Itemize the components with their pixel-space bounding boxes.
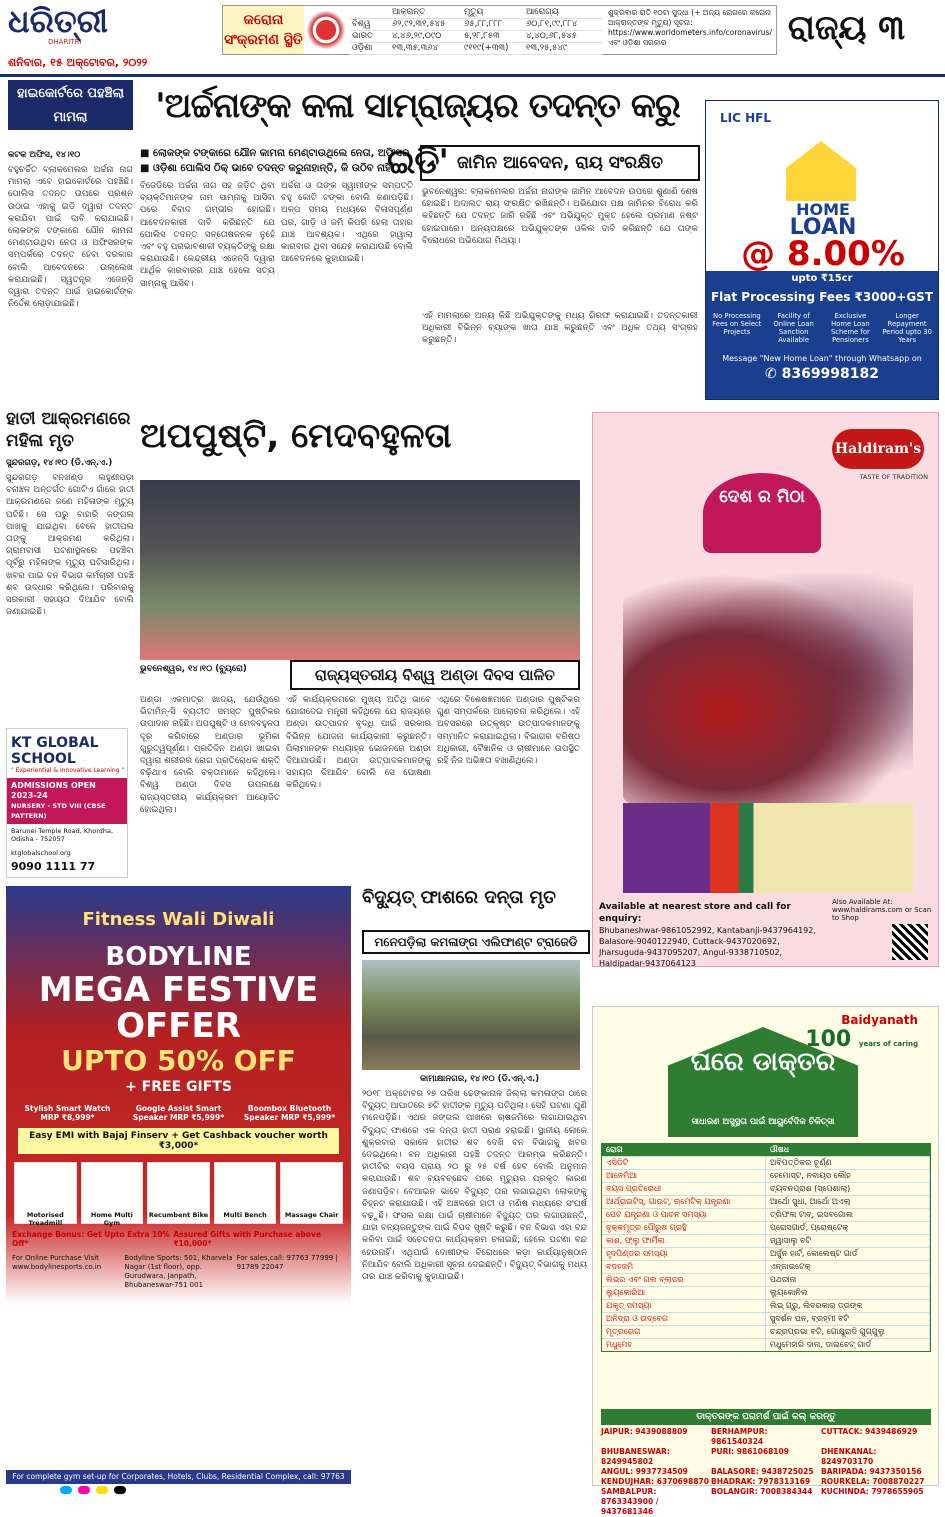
- haldirams-phones: Bhubaneshwar-9861052992, Kantabanji-9437964192, Balasore-9040122940, Cuttack-9437020692, Jharsuguda-9437095207, Angul-9338710502, Haldipadar-9437064123: [599, 926, 816, 968]
- city-phone[interactable]: PURI: 9861068109: [711, 1447, 789, 1456]
- house-icon: [786, 141, 856, 201]
- col-disease: ରୋଗ: [606, 1145, 623, 1154]
- disease-cell: ହୃଦପିଣ୍ଡର ସମସ୍ୟା: [602, 1248, 766, 1260]
- remedy-table-header: [602, 1144, 930, 1156]
- haldirams-tag: TASTE OF TRADITION: [859, 473, 928, 481]
- story3-col2: ଏହି କାର୍ଯ୍ୟକ୍ରମରେ ମୁଖ୍ୟ ଅତିଥି ଭାବେ ଯୋଗଦେଇ ମନ୍ତ୍ରୀ କହିଥିଲେ ଯେ ରାଜ୍ୟରେ ଅଣ୍ଡା ଉତ୍ପାଦନ ବୃଦ୍ଧି ପାଇଁ ସରକାର ବିଭିନ୍ନ ଯୋଜନା କାର୍ଯ୍ୟକାରୀ କରୁଛନ୍ତି। ପିଲାମାନଙ୍କ ମଧ୍ୟାହ୍ନ ଭୋଜନରେ ଅଣ୍ଡା ଦିଆଯାଉଛି। ଅଣ୍ଡା ଉତ୍ପାଦକମାନଙ୍କୁ ସହାୟତା ଦିଆଯିବ ବୋଲି ସେ ଘୋଷଣା କରିଥିଲେ।: [286, 695, 431, 791]
- medicine-cell: ଆର୍ଥୋ ସୁଧା, ଆର୍ଥୋ ଅଏଲ୍: [766, 1196, 930, 1208]
- haldirams-online-text: Also Available At: www.haldirams.com or Scan to Shop: [832, 898, 932, 922]
- city-phone[interactable]: BALASORE: 9438725025: [711, 1467, 814, 1476]
- table-row: [602, 1286, 930, 1299]
- city-phone[interactable]: BARIPADA: 9437350156: [821, 1467, 922, 1476]
- city-phone[interactable]: JAIPUR: 9439088809: [601, 1427, 688, 1436]
- logo-text: ଧରିତ୍ରୀ: [8, 2, 108, 40]
- medicine-cell: ଏନ୍ଜାଇଟେକ୍: [766, 1261, 930, 1273]
- lic-fees: Flat Processing Fees ₹3000+GST: [710, 290, 934, 304]
- medicine-cell: ଚନ୍ଦ୍ରପ୍ରଭା ବଟି, ଗୋକ୍ଷୁରାଦି ଗୁଗ୍ଗୁଲୁ: [766, 1326, 930, 1338]
- elephant-photo: [362, 960, 580, 1070]
- remedy-table: [601, 1143, 931, 1352]
- bodyline-footer: [6, 1248, 351, 1290]
- bodyline-offers: [6, 1224, 351, 1248]
- story1-box-cont: ଏହି ମାମଲାରେ ଅନ୍ୟ କିଛି ଅଭିଯୁକ୍ତଙ୍କୁ ମଧ୍ୟ ଗିରଫ କରାଯାଇଛି। ତଦନ୍ତକାରୀ ଅଧିକାରୀ ବିଭିନ୍ନ ବ୍ୟାଙ୍କ ଖାତା ଯାଞ୍ଚ କରୁଛନ୍ତି ଏବଂ ଅଧିକ ତଥ୍ୟ ସଂଗ୍ରହ କରୁଛନ୍ତି।: [422, 311, 698, 346]
- disease-cell: ମୂତ୍ରରୋଗ: [602, 1326, 766, 1338]
- baidyanath-consult: ଡାକ୍ତରଙ୍କ ପରାମର୍ଶ ପାଇଁ କଲ୍ କରନ୍ତୁ: [601, 1409, 931, 1425]
- covid-status-box: [222, 5, 777, 55]
- covid-cell: ୧୩,୨୫,୫୪୯: [524, 43, 602, 55]
- lic-upto: upto ₹15cr: [791, 273, 853, 284]
- baidyanath-cities: [601, 1427, 931, 1517]
- page-label: ରାଜ୍ୟ ୩: [787, 8, 905, 48]
- medicine-cell: ତ୍ରିଫଳା ଟାବ୍, ଇସବଗୋଲ: [766, 1209, 930, 1221]
- lic-home-loan: [706, 201, 940, 238]
- table-row: [602, 1312, 930, 1325]
- col-medicine: ଔଷଧ: [770, 1145, 789, 1154]
- disease-cell: ପେଟ ଯନ୍ତ୍ରଣା ଓ ପାଚନ ସମସ୍ୟା: [602, 1209, 766, 1221]
- bodyline-gifts: [6, 1096, 351, 1122]
- lic-phone-number: 8369998182: [781, 366, 880, 382]
- print-registration-marks: [0, 1486, 945, 1498]
- lic-whatsapp-msg: Message "New Home Loan" through Whatsapp on: [722, 354, 922, 363]
- disease-cell: ବଦହଜମି: [602, 1261, 766, 1273]
- logo-subtext: DHARITRI: [48, 38, 82, 46]
- city-phone[interactable]: ANGUL: 9937734509: [601, 1467, 688, 1476]
- disease-cell: କାଶ, ଫ୍ଲୁ ଫାର୍ମିଲା: [602, 1235, 766, 1247]
- bodyline-title: Fitness Wali Diwali: [82, 909, 275, 930]
- lic-home: HOME: [796, 200, 850, 219]
- haldirams-badge: ଦେଶ ର ମିଠା: [703, 473, 821, 553]
- disease-cell: ଯକୃତ୍ ସମସ୍ୟା: [602, 1300, 766, 1312]
- lic-hfl-ad[interactable]: [705, 100, 939, 400]
- covid-title: କରୋନା ସଂକ୍ରମଣ ସ୍ଥିତି: [223, 6, 304, 54]
- bodyline-discount: UPTO 50% OFF: [61, 1044, 296, 1077]
- masthead-logo[interactable]: [8, 4, 158, 56]
- cyan-mark: [60, 1486, 72, 1494]
- kt-address: Barunei Temple Road, Khordha, Odisha - 752057: [11, 827, 114, 843]
- sweet-boxes-image: [623, 803, 913, 893]
- magenta-mark: [78, 1486, 90, 1494]
- product-item: Home Multi Gym: [81, 1162, 144, 1224]
- covid-cell: ୬୨,୯୨,୩୧,୫୪୫: [390, 19, 462, 31]
- disease-cell: ମଧୁମେହ: [602, 1339, 766, 1351]
- covid-header-cases: ଆକ୍ରାନ୍ତ: [390, 7, 462, 19]
- kt-admissions-text: ADMISSIONS OPEN 2023-24: [11, 781, 96, 800]
- bodyline-bottom: For complete gym set-up for Corporates, Hotels, Clubs, Residential Complex, call: 97763 77999: [6, 1470, 351, 1484]
- story3-col3: ଏଥିରେ ବିଶେଷଜ୍ଞମାନେ ଅଣ୍ଡାର ପୁଷ୍ଟିକର ଗୁଣ ସମ୍ପର୍କରେ ଆଲୋଚନା କରିଥିଲେ। ଏହି ଅବସରରେ ଉତ୍କୃଷ୍ଟ ଉତ୍ପାଦକମାନଙ୍କୁ ସମ୍ମାନିତ କରାଯାଇଥିଲା। ବିଭାଗର ବରିଷ୍ଠ ଅଧିକାରୀ, ବୈଜ୍ଞାନିକ ଓ ଚାଷୀମାନେ ଉପସ୍ଥିତ ରହି ନିଜ ଅଭିଜ୍ଞତା ବଖାଣିଥିଲେ।: [437, 695, 580, 767]
- table-row: [602, 1195, 930, 1208]
- medicine-cell: ହେମୋସ୍ଟ, ନବାୟସ ଲୌହ: [766, 1170, 930, 1182]
- lic-loan: LOAN: [789, 215, 857, 240]
- story2-byline: ସୁନ୍ଦରଗଡ଼, ୧୪।୧୦ (ଡି.ଏନ୍.ଏ.): [6, 458, 113, 468]
- lic-rate: @ 8.00%: [741, 234, 905, 274]
- product-item: Recumbent Bike: [147, 1162, 210, 1224]
- story4-text: ୨୦୧୮ ଅକ୍ଟୋବର ୨୭ ତାରିଖ ଢେଙ୍କାନାଳ ଜିଲ୍ଲା କମଳାଙ୍ଗ ଠାରେ ବିଦ୍ୟୁତ୍ ଆଘାତରେ ୭ଟି ହାତୀଙ୍କ ମୃତ୍ୟୁ ଘଟିଥିଲା। ସେହି ଘଟଣା ପୁଣି ମନେପଡ଼ିଛି। ଏଥର ଜଙ୍ଗଲ ପାଖରେ ଚାଷଜମିରେ ଲଗାଯାଇଥିବା ବିଦ୍ୟୁତ୍ ଫାଶରେ ଏକ ଦନ୍ତା ହାତୀ ପ୍ରାଣ ହରାଇଛି। ସ୍ଥାନୀୟ ଲୋକେ ଶୁକ୍ରବାର ସକାଳେ ହାତୀର ଶବ ଦେଖି ବନ ବିଭାଗକୁ ଖବର ଦେଇଥିଲେ। ବନ ଅଧିକାରୀ ପହଞ୍ଚି ତଦନ୍ତ ଆରମ୍ଭ କରିଛନ୍ତି। ହାତୀଟିର ବୟସ ପ୍ରାୟ ୨୦ ରୁ ୨୫ ବର୍ଷ ହେବ ବୋଲି ଅନୁମାନ କରାଯାଉଛି। ଶବ ବ୍ୟବଚ୍ଛେଦ ପରେ ମୃତ୍ୟୁର ପ୍ରକୃତ କାରଣ ଜଣାପଡ଼ିବ। ବେଆଇନ ଭାବେ ବିଦ୍ୟୁତ୍ ତାର ଲଗାଇଥିବା ଲୋକଙ୍କୁ ଚିହ୍ନଟ କରାଯାଉଛି। ଏହି ଅଞ୍ଚଳରେ ହାତୀ ଓ ମଣିଷ ମଧ୍ୟରେ ସଂଘର୍ଷ ବଢ଼ୁଛି। ଫସଲ ରକ୍ଷା ପାଇଁ ଚାଷୀମାନେ ବିଦ୍ୟୁତ୍ ତାର ଲଗାଉଛନ୍ତି, ଯାହା ବନ୍ୟଜନ୍ତୁଙ୍କ ପାଇଁ ବିପଦ ସୃଷ୍ଟି କରୁଛି। ବନ ବିଭାଗ ଏହା ବନ୍ଦ କରିବା ପାଇଁ ସଚେତନତା କାର୍ଯ୍ୟକ୍ରମ ଚଳାଇଛି, ହେଲେ ଘଟଣା ବନ୍ଦ ହେଉନାହିଁ। ଏଥିପାଇଁ ଦୋଷୀଙ୍କ ବିରୋଧରେ କଡ଼ା କାର୍ଯ୍ୟାନୁଷ୍ଠାନ ନିଆଯିବ ବୋଲି ଅଧିକାରୀ ସୂଚନା ଦେଇଛନ୍ତି। ବିଦ୍ୟୁତ୍ ବିଭାଗକୁ ମଧ୍ୟ ତାର ଯାଞ୍ଚ କରିବାକୁ କୁହାଯାଇଛି।: [362, 1089, 587, 1283]
- medicine-cell: ଲିଭ୍ ଗ୍ରୁ, ଲିବରକାର୍ ଡ୍ରଙ୍କ: [766, 1300, 930, 1312]
- city-phone[interactable]: BERHAMPUR: 9861540324: [711, 1427, 768, 1446]
- assured-gifts: Assured Gifts with Purchase above ₹10,000*: [173, 1230, 321, 1248]
- story4-subhead: ମନେପଡ଼ିଲା କମଳାଙ୍ଗ ଏଲିଫାଣ୍ଟ ଟ୍ରାଜେଡି: [362, 930, 590, 954]
- bodyline-online[interactable]: For Online Purchase Visit www.bodylinesports.co.in: [12, 1254, 102, 1271]
- table-row: [602, 1208, 930, 1221]
- issue-date: ଶନିବାର, ୧୫ ଅକ୍ଟୋବର, ୨୦୨୨: [8, 56, 148, 69]
- product-item: Multi Bench: [214, 1162, 277, 1224]
- disease-cell: ଲ୍ୟୁକୋରିଆ: [602, 1287, 766, 1299]
- covid-header-deaths: ମୃତ୍ୟୁ: [462, 7, 524, 19]
- whatsapp-icon: ✆: [764, 366, 782, 382]
- bodyline-address: Bodyline Sports: 501, Kharvela Nagar (1st floor), opp. Gurudwara, Janpath, Bhubaneswar-751 001: [124, 1254, 233, 1289]
- medicine-cell: ଅର୍ଜୁନ ହାର୍ଟ, କୋଲେଷ୍ଟ ଗାର୍ଡ: [766, 1248, 930, 1260]
- medicine-cell: ଚ୍ୟବନପ୍ରାଶ (ସ୍ପେଶାଲ୍): [766, 1183, 930, 1195]
- haldirams-logo: Haldiram's: [832, 429, 924, 469]
- baidyanath-sub: ସାଧାରଣ ଅସୁସ୍ଥତା ପାଇଁ ଆୟୁର୍ବେଦିକ ଚିକିତ୍ସା: [691, 1117, 835, 1127]
- covid-cell: ୬୦,୮୧,୯୯,୮୮୪: [524, 19, 602, 31]
- covid-cell: ୪,୪୦,୬୮,୫୪୫: [524, 31, 602, 43]
- exchange-bonus: Exchange Bonus: Get Upto Extra 10% Off*: [12, 1230, 170, 1248]
- bodyline-mega: MEGA FESTIVE OFFER: [38, 970, 319, 1046]
- city-phone[interactable]: CUTTACK: 9439486929: [821, 1427, 918, 1436]
- bodyline-products: [6, 1154, 351, 1227]
- covid-cell: ୫,୨୮,୮୫୩: [462, 31, 524, 43]
- kt-logo: KT GLOBAL SCHOOL: [11, 735, 99, 767]
- lic-top: [706, 101, 938, 274]
- covid-cell: ୧୩,୩୫,୩୬୪: [390, 43, 462, 55]
- city-phone[interactable]: BHUBANESWAR: 8249945802: [601, 1447, 670, 1466]
- lic-features: [706, 308, 938, 348]
- covid-cell: ୯୧୧୯(+୩୩): [462, 43, 524, 55]
- medicine-cell: ସୁଦର୍ଶନ ଘନ, ବ୍ରହ୍ମୀ ବଟି: [766, 1313, 930, 1325]
- city-phone[interactable]: KUCHINDA: 7978655905: [821, 1487, 924, 1496]
- story3-subhead: ରାଜ୍ୟସ୍ତରୀୟ ବିଶ୍ୱ ଅଣ୍ଡା ଦିବସ ପାଳିତ: [290, 660, 580, 690]
- table-row: [602, 1260, 930, 1273]
- story4-byline: କାମାକ୍ଷାନଗର, ୧୪।୧୦ (ଡି.ଏନ୍.ଏ.): [420, 1074, 540, 1084]
- medicine-cell: ଜ୍ୱାସାଲୁ ବଟି: [766, 1235, 930, 1247]
- story1-col3: ଅର୍ଚ୍ଚନା ଓ ତାଙ୍କ ସ୍ୱାମୀଙ୍କ ସମ୍ପତ୍ତି ବହୁ କୋଟି ଟଙ୍କା ବୋଲି ଜଣାପଡ଼ିଛି। ଅଳ୍ପ ସମୟ ମଧ୍ୟରେ ବିଳାସପୂର୍ଣ୍ଣ ଘର, ଗାଡ଼ି ଓ ଜମି କିପରି ହେଲା ତାହାର ଯାଞ୍ଚ ଆବଶ୍ୟକ। ଏଥିରେ ହାୱାଲା କାରବାର ଥିବା ସନ୍ଦେହ କରାଯାଉଛି ବୋଲି ଆବେଦନରେ କୁହାଯାଇଛି।: [281, 181, 413, 265]
- lic-phone[interactable]: [706, 363, 938, 382]
- product-item: Massage Chair: [280, 1162, 343, 1224]
- city-phone[interactable]: BOLANGIR: 7008384344: [711, 1487, 813, 1496]
- disease-cell: ଆର୍ଥ୍ରାଇଟିସ୍, ଗାଉଟ୍, ଋମେଟିକ୍ ଯନ୍ତ୍ରଣା: [602, 1196, 766, 1208]
- lic-feature: Longer Repayment Period upto 30 Years: [882, 312, 932, 344]
- story4-headline[interactable]: ବିଦ୍ୟୁତ୍ ଫାଶରେ ଦନ୍ତା ମୃତ: [362, 887, 556, 908]
- story2-text: ସୁନ୍ଦରଗଡ଼ ବନଖଣ୍ଡ ଲହୁଣୀପଡ଼ା ବନାଞ୍ଚଳ ଅନ୍ତର୍ଗତ ଗୋଟିଏ ଗାଁରେ ହାତୀ ଆକ୍ରମଣରେ ଜଣେ ମହିଳାଙ୍କ ମୃତ୍ୟୁ ଘଟିଛି। ସେ ଘରୁ ବାହାରି ଜଙ୍ଗଲ ପାଖକୁ ଯାଇଥିବା ବେଳେ ହାତୀପଲ ତାଙ୍କୁ ଆକ୍ରମଣ କରିଥିଲା। ଗ୍ରାମବାସୀ ଘଟଣାସ୍ଥଳରେ ପହଞ୍ଚିବା ପୂର୍ବରୁ ମହିଳାଙ୍କ ମୃତ୍ୟୁ ଘଟିସାରିଥିଲା। ଖବର ପାଇ ବନ ବିଭାଗ କର୍ମଚାରୀ ପହଞ୍ଚି ଶବ ଉଦ୍ଧାର କରିଥିଲେ। ପରିବାରକୁ ସରକାରୀ ସହାୟତା ଦିଆଯିବ ବୋଲି ଜଣାଯାଇଛି।: [6, 473, 134, 618]
- city-phone[interactable]: BHADRAK: 7978313169: [711, 1477, 811, 1486]
- table-row: [602, 1247, 930, 1260]
- covid-cell: ଭାରତ: [350, 31, 390, 43]
- covid-cell: ବିଶ୍ୱ: [350, 19, 390, 31]
- covid-cell: ୪,୪୬,୨୯,୦୯୦: [390, 31, 462, 43]
- table-row: [602, 1273, 930, 1286]
- disease-cell: ଏସିଡିଟି: [602, 1157, 766, 1169]
- city-phone[interactable]: SAMBALPUR: 8763343900 / 9437681346: [601, 1487, 659, 1516]
- disease-cell: ବୃକ୍କମୂତ୍ର ପୌରୁଷ ଗ୍ରନ୍ଥି: [602, 1222, 766, 1234]
- kt-grades: NURSERY - STD VIII (CBSE PATTERN): [11, 802, 106, 820]
- kt-admissions: [7, 778, 127, 824]
- story1-box-text: ଭୁବନେଶ୍ୱର: ବ୍ଲାକମେଲର ଅର୍ଚ୍ଚନା ନାଗଙ୍କ ଜାମିନ ଆବେଦନ ଉପରେ ଶୁଣାଣି ଶେଷ ହୋଇଛି। ଅଦାଲତ ରାୟ ସଂରକ୍ଷିତ ରଖିଛନ୍ତି। ଅଭିଯୋଗ ପକ୍ଷ ଜାମିନର ବିରୋଧ କରି କହିଛନ୍ତି ଯେ ତଦନ୍ତ ଜାରି ରହିଛି ଏବଂ ଅଭିଯୁକ୍ତ ମୁକ୍ତ ହେଲେ ପ୍ରମାଣ ନଷ୍ଟ ହୋଇପାରେ। ଅନ୍ୟପକ୍ଷରେ ଅଭିଯୁକ୍ତଙ୍କ ଓକିଲ ଦାବି କରିଛନ୍ତି ଯେ ତାଙ୍କ ବିରୋଧରେ ଅଭିଯୋଗ ମିଥ୍ୟା।: [422, 187, 698, 246]
- medicine-cell: ଅବିପତ୍ତିକର ଚୂର୍ଣ୍ଣ: [766, 1157, 930, 1169]
- qr-code-icon[interactable]: [892, 924, 928, 960]
- table-row: [602, 1221, 930, 1234]
- bodyline-sales[interactable]: For sales,call: 97763 77999 | 91789 22047: [236, 1254, 338, 1271]
- city-phone[interactable]: KENDUJHAR: 6370698870: [601, 1477, 709, 1486]
- lic-feature: Exclusive Home Loan Scheme for Pensioners: [830, 312, 870, 344]
- lic-logo: LIC HFL: [720, 111, 771, 125]
- story3-headline[interactable]: ଅପପୁଷ୍ଟି, ମେଦବହୁଳତା: [140, 416, 452, 456]
- bodyline-brand: BODYLINE: [105, 942, 252, 972]
- kt-web[interactable]: ktglobalschool.org: [11, 849, 71, 857]
- gift-item: Stylish Smart Watch MRP ₹8,999*: [24, 1104, 111, 1122]
- city-phone[interactable]: DHENKANAL: 8249703170: [821, 1447, 877, 1466]
- kt-phone[interactable]: 9090 1111 77: [11, 860, 96, 873]
- disease-cell: ଲିଭର ଏବଂ ଗଲ ବ୍ଲାଡର: [602, 1274, 766, 1286]
- covid-header-recovered: ଆରୋଗ୍ୟ: [524, 7, 602, 19]
- story1-bullet: ■ ଓଡ଼ିଶା ପୋଲିସ ଠିକ୍ ଭାବେ ତଦନ୍ତ କରୁନାହାନ୍ତି, କି ଉଠିବ ନାହିଁ: [140, 161, 410, 176]
- story1-kicker: ହାଇକୋର୍ଟରେ ପହଞ୍ଚିଲା ମାମଲା: [8, 80, 133, 130]
- lic-feature: No Processing Fees on Select Projects: [712, 312, 762, 336]
- story1-col1: ବହୁଚର୍ଚ୍ଚିତ ବ୍ଲାକମେଲର ଅର୍ଚ୍ଚନା ନାଗ ମାମଲା ଏବେ ହାଇକୋର୍ଟରେ ପହଞ୍ଚିଛି। ପୋଲିସ ତଦନ୍ତ ଉପରେ ପ୍ରଶ୍ନ ଉଠାଇ ଏହାକୁ ଇଡି ଦ୍ୱାରା ତଦନ୍ତ କରାଯିବା ପାଇଁ ଦାବି କରାଯାଇଛି। ଲୋକଙ୍କ ଟଙ୍କାରେ ଯୌନ କାମନା ମେଣ୍ଟାଉଥିବା ନେତା ଓ ଅଫିସରଙ୍କ ସମ୍ପର୍କରେ ତଦନ୍ତ ହେବା ଦରକାର ବୋଲି ଆବେଦନରେ ଉଲ୍ଲେଖ କରାଯାଇଛି। ସ୍ୱତନ୍ତ୍ର ଏଜେନ୍ସି ଦ୍ୱାରା ତଦନ୍ତ ପାଇଁ ହାଇକୋର୍ଟଙ୍କ ନିର୍ଦ୍ଦେଶ ଲୋଡ଼ାଯାଇଛି।: [8, 165, 133, 310]
- story1-bullets: [140, 146, 410, 176]
- story1-col2: ବିଜେଡିରେ ଅର୍ଚ୍ଚନା ନାଗ ସହ ଜଡ଼ିତ ଥିବା ବ୍ୟକ୍ତିମାନଙ୍କ ନାମ ସାମ୍ନାକୁ ଆସିବା ପରେ ବିବାଦ ଗମ୍ଭୀର ହୋଇଛି। ଆବେଦନକାରୀ ଦାବି କରିଛନ୍ତି ଯେ ପୋଲିସ ତଦନ୍ତ ସନ୍ତୋଷଜନକ ନୁହେଁ ଏବଂ ବହୁ ପ୍ରଭାବଶାଳୀ ବ୍ୟକ୍ତିଙ୍କୁ ରକ୍ଷା କରାଯାଉଛି। କେନ୍ଦ୍ରୀୟ ଏଜେନ୍ସି ଦ୍ୱାରା ଆର୍ଥିକ କାରବାରର ଯାଞ୍ଚ ହେଲେ ସତ୍ୟ ସାମ୍ନାକୁ ଆସିବ।: [140, 181, 275, 289]
- medicine-cell: ପଥରୀନା: [766, 1274, 930, 1286]
- covid-table: [348, 6, 604, 54]
- bodyline-free: + FREE GIFTS: [125, 1079, 232, 1095]
- baidyanath-logo: Baidyanath: [841, 1013, 918, 1027]
- table-row: [602, 1325, 930, 1338]
- story3-photo-caption: ଭୁବନେଶ୍ୱର, ୧୪।୧୦ (ବ୍ୟୁରୋ): [140, 664, 247, 674]
- product-item: Motorised Treadmill: [14, 1162, 77, 1224]
- medicine-cell: ପ୍ରୋସଗାର୍ଡ, ପ୍ରୋଷ୍ଟେକ୍: [766, 1222, 930, 1234]
- haldirams-contacts: [599, 901, 829, 969]
- bodyline-ad[interactable]: [6, 886, 351, 1495]
- kt-tag: " Experiential & Innovative Learning ": [11, 767, 125, 774]
- covid-header-blank: [350, 7, 390, 19]
- remedy-rows: [602, 1156, 930, 1351]
- haldirams-avail: Available at nearest store and call for enquiry:: [599, 902, 791, 924]
- yellow-mark: [96, 1486, 108, 1494]
- haldirams-online[interactable]: [832, 898, 932, 960]
- table-row: [602, 1156, 930, 1169]
- haldirams-ad[interactable]: [592, 412, 939, 967]
- couple-photo: [623, 573, 913, 803]
- disease-cell: ଆନେମିଆ: [602, 1170, 766, 1182]
- gift-item: Google Assist Smart Speaker MRP ₹5,999*: [132, 1104, 225, 1122]
- city-phone[interactable]: ROURKELA: 7008870227: [821, 1477, 925, 1486]
- virus-icon: [304, 6, 348, 54]
- table-row: [602, 1169, 930, 1182]
- egg-day-photo: [140, 480, 580, 660]
- story3-col1: ଅଣ୍ଡା ଏକମାତ୍ର ଖାଦ୍ୟ, ଯେଉଁଥିରେ ଭିଟାମିନ୍-ସି ବ୍ୟତୀତ ସମସ୍ତ ପୁଷ୍ଟିକର ଉପାଦାନ ରହିଛି। ଅପପୁଷ୍ଟି ଓ ମେଦବହୁଳତା ଦୂର କରିବାରେ ଅଣ୍ଡାର ଭୂମିକା ଗୁରୁତ୍ୱପୂର୍ଣ୍ଣ। ପ୍ରତିଦିନ ଅଣ୍ଡା ଖାଇବା ଦ୍ୱାରା ଶରୀରର ରୋଗ ପ୍ରତିରୋଧକ ଶକ୍ତି ବଢ଼ିଥାଏ ବୋଲି ବକ୍ତାମାନେ କହିଥିଲେ। ବିଶ୍ୱ ଅଣ୍ଡା ଦିବସ ଉପଲକ୍ଷେ ରାଜ୍ୟସ୍ତରୀୟ କାର୍ଯ୍ୟକ୍ରମ ଆୟୋଜିତ ହୋଇଥିଲା।: [140, 695, 280, 815]
- covid-note: ଶୁକ୍ରବାର ରାତି ୧୦ଟା ସୁଦ୍ଧା (+ ଅନ୍ୟ ରୋଗରେ କରୋନା ଆକ୍ରାନ୍ତଙ୍କ ମୃତ୍ୟୁ) ସୂଚନା: https://www.worldometers.info/coronavirus/ ଏବଂ ଓଡ଼ିଶା ସରକାର: [607, 8, 772, 47]
- baidyanath-ad[interactable]: [592, 1006, 939, 1516]
- story1-bullet: ■ ଲୋକଙ୍କ ଟଙ୍କାରେ ଯୌନ କାମନା ମେଣ୍ଟାଉଥିଲେ ନେତା, ଅଫିସର: [140, 146, 410, 161]
- story1-byline: କଟକ ଅଫିସ, ୧୪।୧୦: [8, 150, 81, 160]
- header-rule: [0, 74, 945, 77]
- kt-global-ad[interactable]: [6, 728, 128, 878]
- disease-cell: ବୟସ ପ୍ରତିରୋଧୀ: [602, 1183, 766, 1195]
- years-sub: years of caring: [858, 1040, 918, 1048]
- story1-box-head: ଜାମିନ ଆବେଦନ, ରାୟ ସଂରକ୍ଷିତ: [420, 145, 700, 181]
- medicine-cell: ମଧୁମେହାରି ଦାନା, ଡାଇବେଟ୍ ଗାର୍ଡ: [766, 1339, 930, 1351]
- story1-headline[interactable]: 'ଅର୍ଚ୍ଚନାଙ୍କ କଳା ସାମ୍ରାଜ୍ୟର ତଦନ୍ତ କରୁ ଇଡି': [155, 86, 680, 182]
- disease-cell: ଅନିଦ୍ରା ଓ ଉଦ୍‌ବେଗ: [602, 1313, 766, 1325]
- baidyanath-title: ଘରେ ଡାକ୍ତର: [690, 1047, 836, 1077]
- covid-cell: ୬୫,୮୮,୮୮୮: [462, 19, 524, 31]
- bodyline-emi: Easy EMI with Bajaj Finserv + Get Cashback voucher worth ₹3,000*: [18, 1128, 339, 1154]
- table-row: [602, 1182, 930, 1195]
- gift-item: Boombox Bluetooth Speaker MRP ₹5,999*: [243, 1104, 336, 1122]
- medicine-cell: ଲ୍ୟୁକୋନିଲ: [766, 1287, 930, 1299]
- table-row: [602, 1299, 930, 1312]
- years-number: 100: [805, 1027, 852, 1052]
- table-row: [602, 1234, 930, 1247]
- lic-feature: Facility of Online Loan Sanction Available: [773, 312, 814, 344]
- black-mark: [114, 1486, 126, 1494]
- covid-cell: ଓଡ଼ିଶା: [350, 43, 390, 55]
- story2-headline[interactable]: ହାତୀ ଆକ୍ରମଣରେ ମହିଳା ମୃତ: [6, 409, 131, 451]
- table-row: [602, 1338, 930, 1351]
